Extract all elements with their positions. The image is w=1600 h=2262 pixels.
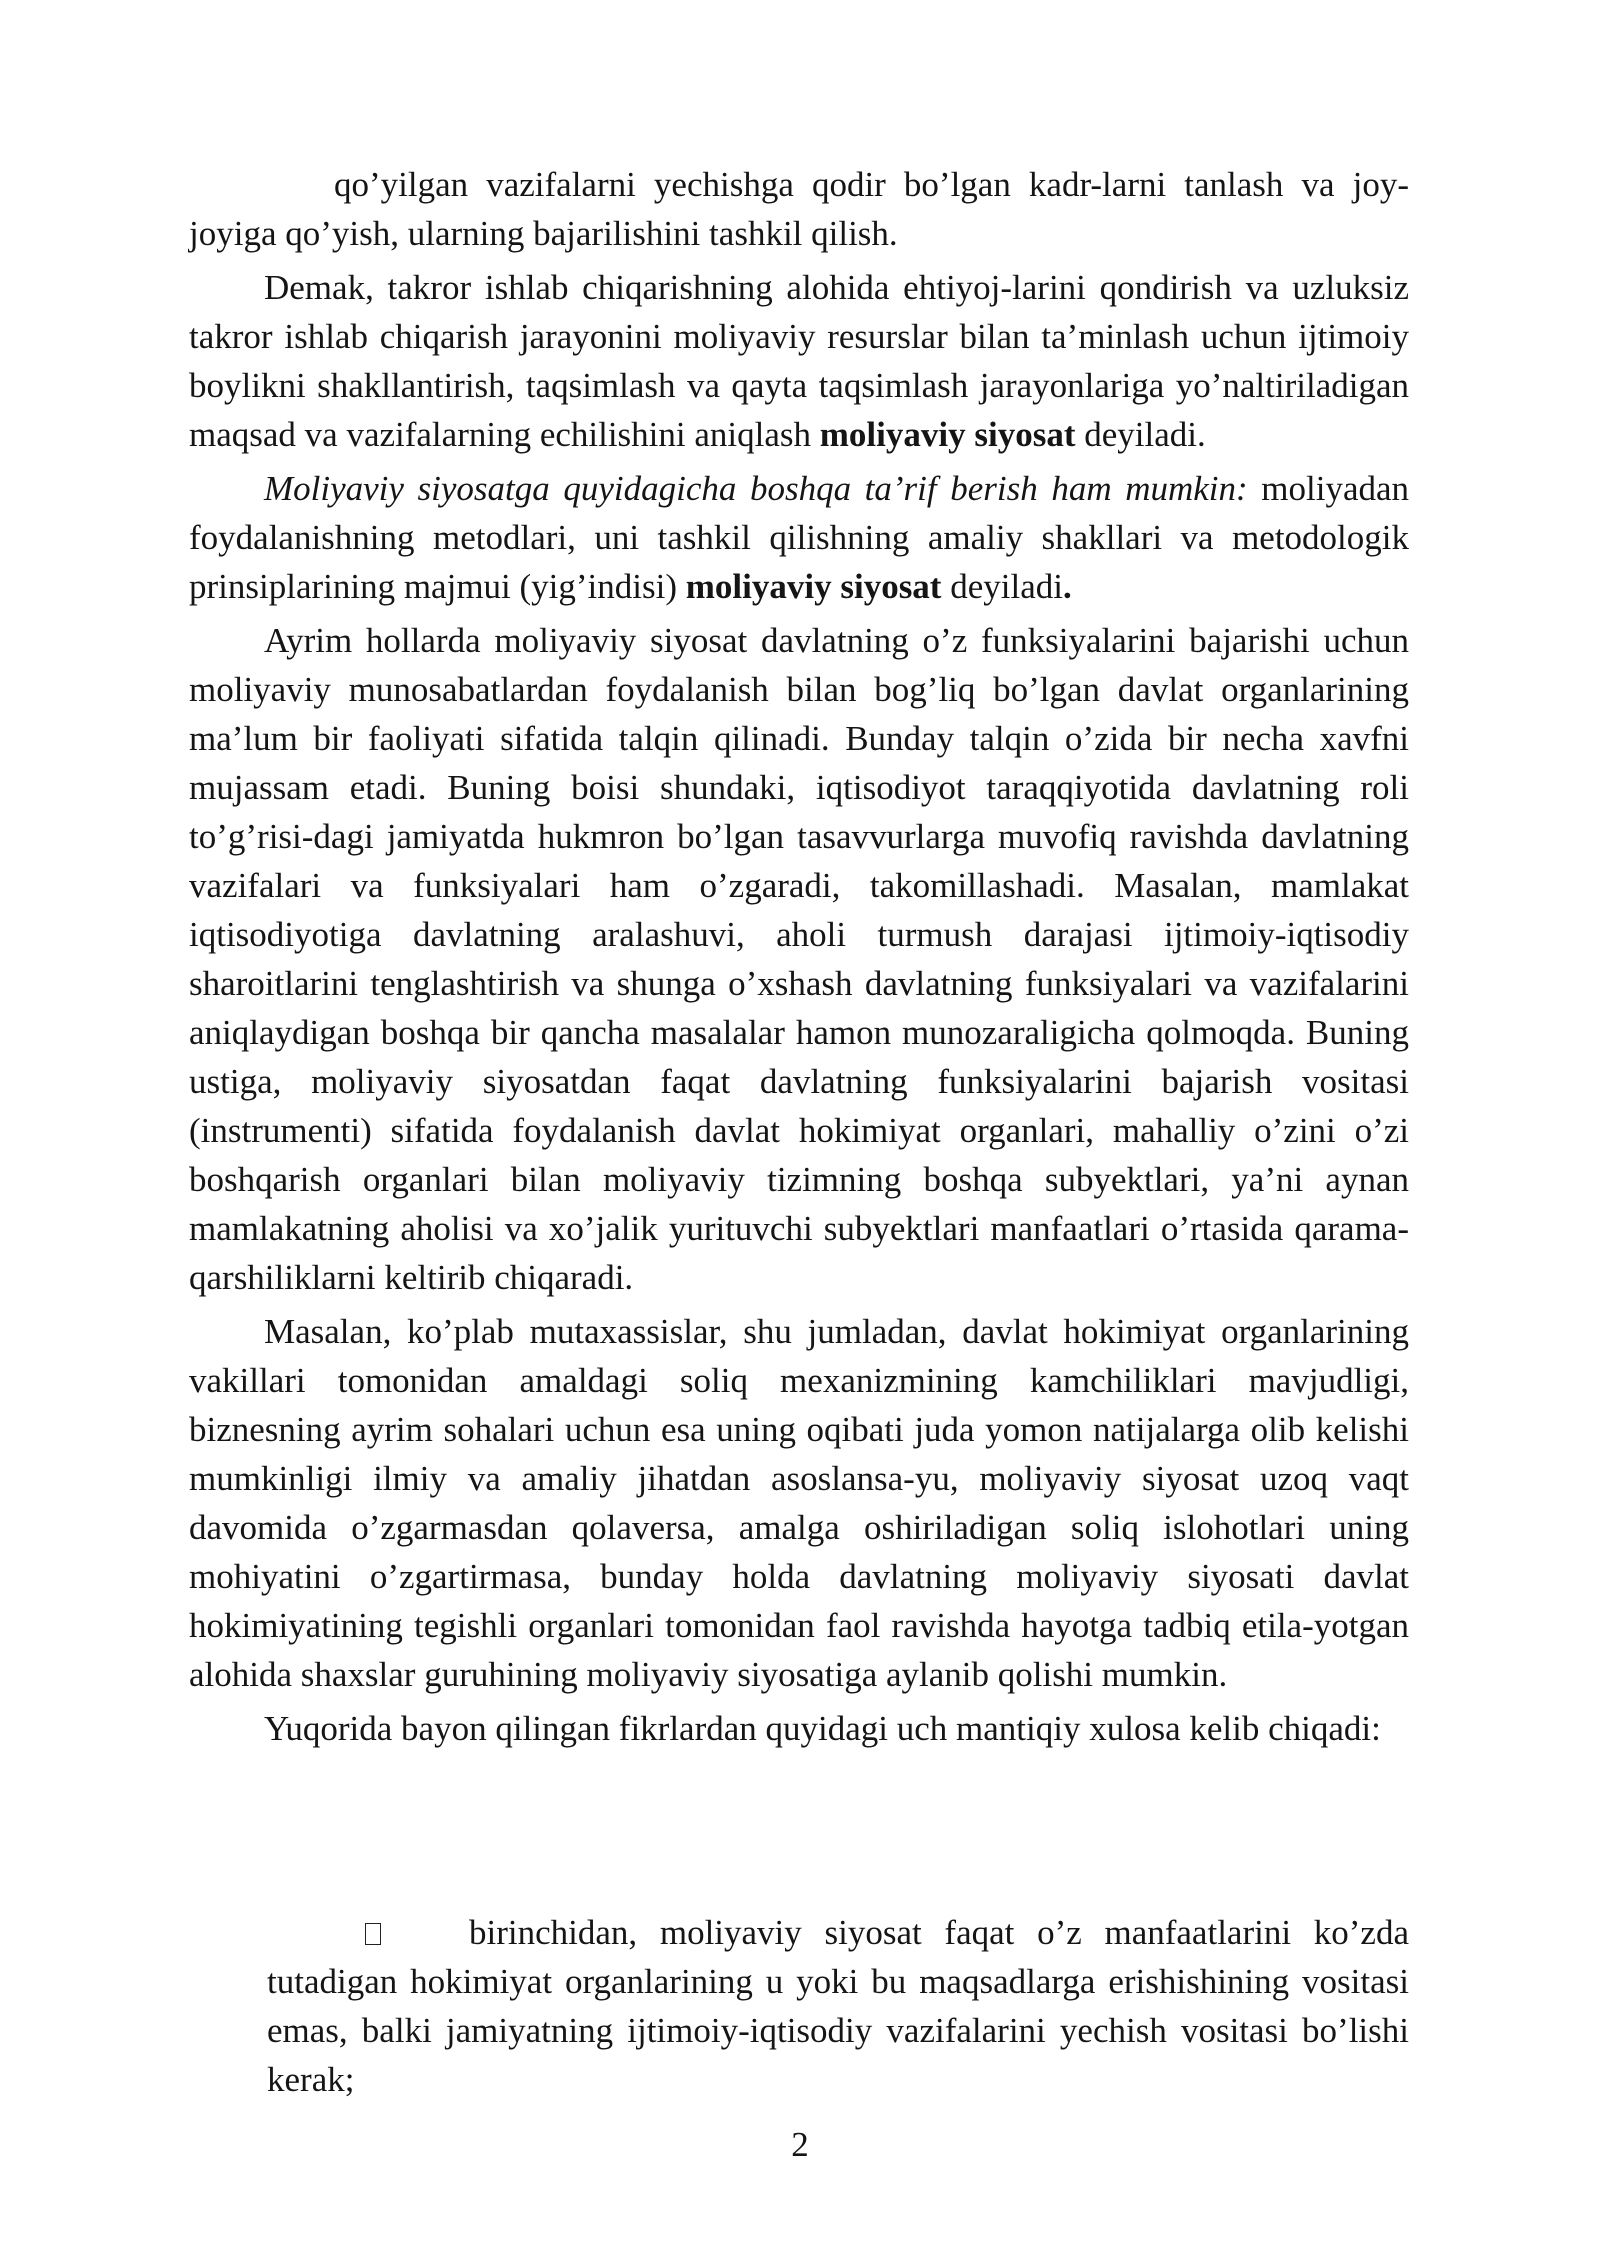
list-item-text: birinchidan, moliyaviy siyosat faqat o’z manfaatlarini ko’zda tutadigan hokimiyat organlarining u yoki bu maqsadlarga erishishining vositasi emas, balki jamiyatning ijtimoiy-iqtisodiy vazifalarini yechish vositasi bo’lishi kerak; (267, 1913, 1409, 2099)
missing-glyph-box-icon (365, 1923, 381, 1945)
paragraph-definition-1 (189, 263, 1409, 459)
paragraph-text: Masalan, ko’plab mutaxassislar, shu jumladan, davlat hokimiyat organlarining vakillari tomonidan amaldagi soliq mexanizmining kamchiliklari mavjudligi, biznesning ayrim sohalari uchun esa uning oqibati juda yomon natijalarga olib kelishi mumkinligi ilmiy va amaliy jihatdan asoslansa-yu, moliyaviy siyosat uzoq vaqt davomida o’zgarmasdan qolaversa, amalga oshiriladigan soliq islohotlari uning mohiyatini o’zgartirmasa, bunday holda davlatning moliyaviy siyosati davlat hokimiyatining tegishli organlari tomonidan faol ravishda hayotga tadbiq etila-yotgan alohida shaxslar guruhining moliyaviy siyosatiga aylanib qolishi mumkin. (189, 1312, 1409, 1694)
bold-term: moliyaviy siyosat (685, 567, 942, 606)
bold-period: . (1062, 567, 1072, 606)
paragraph-definition-2 (189, 464, 1409, 611)
paragraph-text: Yuqorida bayon qilingan fikrlardan quyidagi uch mantiqiy xulosa kelib chiqadi: (264, 1709, 1381, 1748)
italic-lead: Moliyaviy siyosatga quyidagicha boshqa ta’rif berish ham mumkin: (264, 469, 1248, 508)
conclusion-list (267, 1908, 1409, 2104)
paragraph-3 (189, 616, 1409, 1302)
page-number: 2 (791, 2125, 809, 2164)
bold-term: moliyaviy siyosat (819, 415, 1076, 454)
paragraph-text: moliyadan foydalanishning metodlari, uni tashkil qilishning amaliy shakllari va metodologik prinsiplarining majmui (yig’indisi) (189, 469, 1410, 606)
paragraph-text: Ayrim hollarda moliyaviy siyosat davlatning o’z funksiyalarini bajarishi uchun moliyaviy munosabatlardan foydalanish bilan bog’liq bo’lgan davlat organlarining ma’lum bir faoliyati sifatida talqin qilinadi. Bunday talqin o’zida bir necha xavfni mujassam etadi. Buning boisi shundaki, iqtisodiyot taraqqiyotida davlatning roli to’g’risi-dagi jamiyatda hukmron bo’lgan tasavvurlarga muvofiq ravishda davlatning vazifalari va funksiyalari ham o’zgaradi, takomillashadi. Masalan, mamlakat iqtisodiyotiga davlatning aralashuvi, aholi turmush darajasi ijtimoiy-iqtisodiy sharoitlarini tenglashtirish va shunga o’xshash davlatning funksiyalari va vazifalarini aniqlaydigan boshqa bir qancha masalalar hamon munozaraligicha qolmoqda. Buning ustiga, moliyaviy siyosatdan faqat davlatning funksiyalarini bajarish vositasi (instrumenti) sifatida foydalanish davlat hokimiyat organlari, mahalliy o’zini o’zi boshqarish organlari bilan moliyaviy tizimning boshqa subyektlari, ya’ni aynan mamlakatning aholisi va xo’jalik yurituvchi subyektlari manfaatlari o’rtasida qarama-qarshiliklarni keltirib chiqaradi. (189, 621, 1409, 1297)
list-item (267, 1908, 1409, 2104)
paragraph-text: Demak, takror ishlab chiqarishning alohida ehtiyoj-larini qondirish va uzluksiz takror ishlab chiqarish jarayonini moliyaviy resurslar bilan ta’minlash uchun ijtimoiy boylikni shakllantirish, taqsimlash va qayta taqsimlash jarayonlariga yo’naltiriladigan maqsad va vazifalarning echilishini aniqlash (189, 268, 1409, 454)
paragraph-4 (189, 1307, 1409, 1699)
paragraph-text: deyiladi (950, 567, 1063, 606)
paragraph-text: qo’yilgan vazifalarni yechishga qodir bo’lgan kadr-larni tanlash va joy-joyiga qo’yish, ularning bajarilishini tashkil qilish. (189, 165, 1409, 253)
paragraph-continuation (189, 160, 1409, 258)
paragraph-text: deyiladi. (1084, 415, 1206, 454)
body-text (189, 160, 1409, 1758)
paragraph-5 (189, 1704, 1409, 1753)
